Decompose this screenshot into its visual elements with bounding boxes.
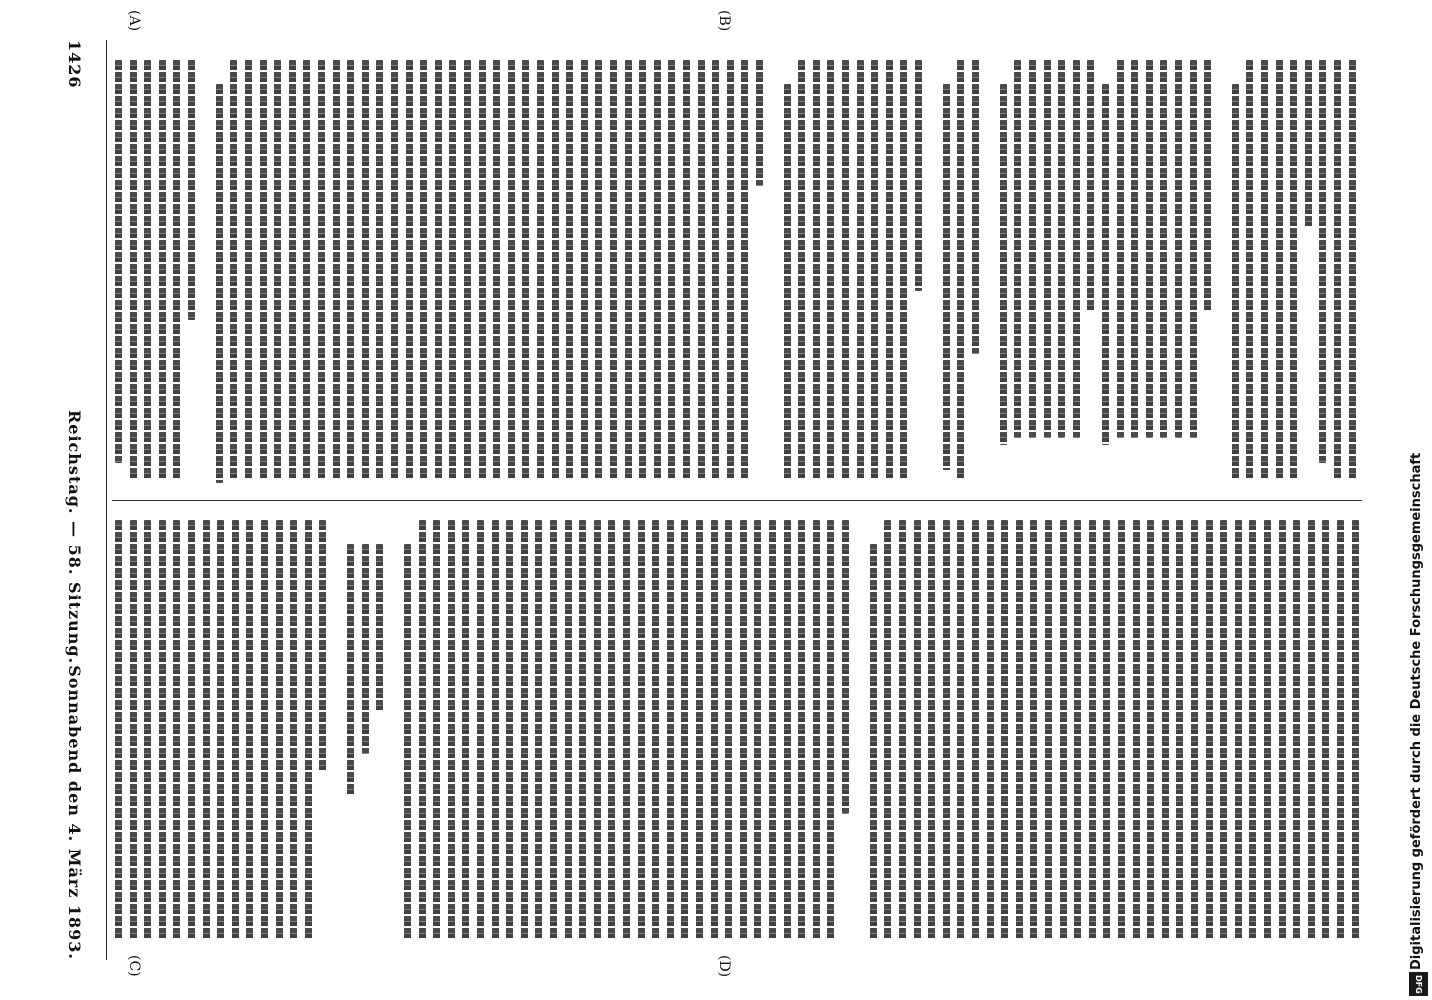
text-line	[433, 520, 440, 940]
text-line	[813, 60, 820, 480]
text-line	[1276, 60, 1283, 480]
text-line	[625, 60, 632, 480]
text-column-left	[112, 60, 1372, 480]
text-line	[550, 520, 557, 940]
text-line	[668, 60, 675, 480]
text-line	[914, 520, 921, 940]
text-line	[581, 60, 588, 480]
text-line	[899, 520, 906, 940]
text-line	[1191, 520, 1198, 940]
text-line	[406, 60, 413, 480]
text-line	[173, 60, 180, 480]
text-line	[1146, 60, 1153, 438]
text-line	[565, 520, 572, 940]
text-line	[1160, 60, 1167, 438]
text-line	[305, 520, 312, 940]
text-line	[188, 60, 195, 320]
text-line	[492, 520, 499, 940]
text-line	[1247, 60, 1254, 480]
text-line	[1044, 60, 1051, 438]
text-line	[508, 60, 515, 480]
text-line	[884, 520, 891, 940]
session-date: Sonnabend den 4. März 1893.	[65, 665, 84, 960]
text-line	[303, 60, 310, 480]
text-line	[522, 60, 529, 480]
text-line	[813, 520, 820, 940]
text-line	[1322, 520, 1329, 940]
text-line	[1117, 60, 1124, 438]
text-line	[987, 520, 994, 940]
text-line	[871, 60, 878, 480]
text-line	[449, 60, 456, 480]
text-line	[1087, 60, 1094, 312]
text-line	[1058, 60, 1065, 438]
text-line	[115, 60, 122, 463]
text-line	[1089, 520, 1096, 940]
text-line	[1232, 84, 1239, 479]
text-line	[579, 520, 586, 940]
text-line	[115, 520, 122, 940]
text-line	[683, 60, 690, 480]
text-line	[479, 60, 486, 480]
text-line	[727, 60, 734, 480]
text-line	[159, 520, 166, 940]
text-line	[290, 520, 297, 940]
text-line	[362, 60, 369, 480]
text-line	[537, 60, 544, 480]
text-line	[652, 520, 659, 940]
text-line	[1001, 520, 1008, 940]
text-line	[594, 520, 601, 940]
text-line	[1337, 520, 1344, 940]
text-line	[203, 520, 210, 940]
text-line	[1016, 520, 1023, 940]
text-line	[1264, 520, 1271, 940]
dfg-logo-icon: DFG	[1409, 972, 1428, 996]
text-line	[521, 520, 528, 940]
running-head	[52, 40, 92, 960]
margin-letter-a: (A)	[126, 10, 142, 32]
margin-letter-c: (C)	[126, 955, 142, 977]
text-line	[608, 520, 615, 940]
text-line	[1102, 84, 1109, 445]
text-line	[419, 520, 426, 940]
text-line	[462, 520, 469, 940]
text-line	[754, 520, 761, 940]
text-line	[1352, 520, 1359, 940]
text-line	[900, 60, 907, 480]
text-line	[1162, 520, 1169, 940]
text-line	[696, 520, 703, 940]
text-line	[391, 60, 398, 480]
text-line	[566, 60, 573, 480]
text-line	[1045, 520, 1052, 940]
text-line	[1293, 520, 1300, 940]
text-line	[667, 520, 674, 940]
text-line	[712, 60, 719, 480]
text-line	[639, 60, 646, 480]
text-line	[245, 60, 252, 480]
text-line	[1204, 60, 1211, 312]
text-line	[347, 544, 354, 796]
page-number: 1426	[65, 40, 84, 89]
text-line	[1073, 60, 1080, 438]
text-line	[362, 544, 369, 754]
text-line	[318, 60, 325, 480]
text-line	[464, 60, 471, 480]
text-line	[404, 544, 411, 939]
text-line	[159, 60, 166, 480]
text-line	[1349, 60, 1356, 480]
text-line	[711, 520, 718, 940]
text-line	[1220, 520, 1227, 940]
text-line	[1206, 520, 1213, 940]
text-line	[681, 520, 688, 940]
margin-letter-d: (D)	[716, 955, 732, 978]
text-line	[130, 60, 137, 480]
text-column-right	[112, 520, 1372, 940]
text-line	[915, 60, 922, 291]
text-line	[957, 60, 964, 480]
text-line	[1279, 520, 1286, 940]
text-line	[1147, 520, 1154, 940]
text-line	[1308, 520, 1315, 940]
text-line	[1060, 520, 1067, 940]
text-line	[886, 60, 893, 480]
text-line	[1118, 520, 1125, 940]
text-line	[595, 60, 602, 480]
text-line	[230, 60, 237, 480]
text-line	[217, 520, 224, 940]
text-line	[477, 520, 484, 940]
text-line	[493, 60, 500, 480]
credit-text: Digitalisierung gefördert durch die Deutsche Forschungsgemeinschaft	[1409, 452, 1424, 970]
text-line	[144, 60, 151, 480]
text-line	[376, 60, 383, 480]
column-divider	[112, 500, 1362, 501]
text-line	[261, 520, 268, 940]
text-line	[260, 60, 267, 480]
text-line	[725, 520, 732, 940]
text-line	[1133, 520, 1140, 940]
text-line	[274, 60, 281, 480]
text-line	[1030, 520, 1037, 940]
text-line	[957, 520, 964, 940]
text-line	[1261, 60, 1268, 480]
text-line	[1175, 60, 1182, 438]
text-line	[741, 60, 748, 480]
digitization-credit	[1405, 0, 1432, 1000]
text-line	[144, 520, 151, 940]
text-line	[1074, 520, 1081, 940]
text-line	[1131, 60, 1138, 438]
text-line	[552, 60, 559, 480]
text-line	[798, 60, 805, 480]
text-line	[435, 60, 442, 480]
text-line	[216, 84, 223, 483]
text-line	[376, 544, 383, 712]
text-line	[276, 520, 283, 940]
text-line	[420, 60, 427, 480]
text-line	[1014, 60, 1021, 438]
text-line	[1235, 520, 1242, 940]
text-line	[448, 520, 455, 940]
text-line	[798, 520, 805, 940]
text-line	[319, 520, 326, 772]
text-line	[1000, 84, 1007, 445]
text-line	[740, 520, 747, 940]
text-line	[698, 60, 705, 480]
text-line	[654, 60, 661, 480]
text-line	[1249, 520, 1256, 940]
text-line	[857, 60, 864, 480]
text-line	[943, 520, 950, 940]
text-line	[1029, 60, 1036, 438]
text-line	[827, 520, 834, 940]
margin-letter-b: (B)	[716, 10, 732, 32]
text-line	[756, 60, 763, 186]
text-line	[1103, 520, 1110, 940]
text-line	[943, 84, 950, 470]
text-line	[784, 84, 791, 479]
text-line	[827, 60, 834, 480]
text-line	[972, 520, 979, 940]
text-line	[333, 60, 340, 480]
text-line	[1290, 60, 1297, 480]
text-line	[188, 520, 195, 940]
text-line	[1305, 60, 1312, 228]
text-line	[347, 60, 354, 480]
text-line	[1334, 60, 1341, 480]
text-line	[842, 520, 849, 814]
text-line	[972, 60, 979, 354]
text-line	[289, 60, 296, 480]
text-line	[535, 520, 542, 940]
text-line	[130, 520, 137, 940]
text-line	[638, 520, 645, 940]
text-line	[870, 544, 877, 939]
text-line	[784, 520, 791, 940]
text-line	[506, 520, 513, 940]
text-line	[1176, 520, 1183, 940]
text-line	[173, 520, 180, 940]
header-rule	[106, 40, 107, 960]
text-line	[623, 520, 630, 940]
text-line	[769, 520, 776, 940]
text-line	[928, 520, 935, 940]
session-title: Reichstag. — 58. Sitzung.	[65, 410, 84, 665]
text-line	[232, 520, 239, 940]
text-line	[246, 520, 253, 940]
text-line	[610, 60, 617, 480]
text-line	[1320, 60, 1327, 463]
text-line	[1190, 60, 1197, 438]
text-line	[842, 60, 849, 480]
